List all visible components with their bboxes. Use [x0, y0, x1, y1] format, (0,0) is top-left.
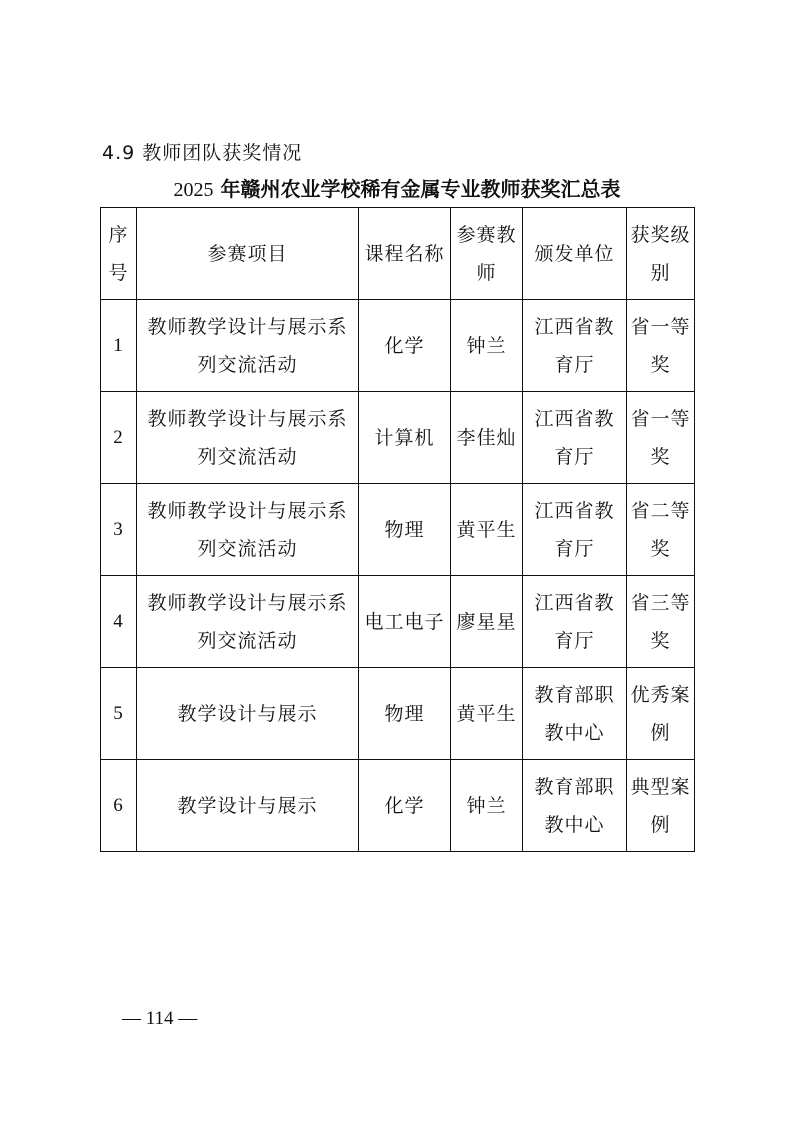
- header-cell-issuer: 颁发单位: [523, 208, 627, 300]
- cell-no: 2: [101, 392, 137, 484]
- cell-course: 物理: [359, 484, 451, 576]
- cell-no: 4: [101, 576, 137, 668]
- cell-issuer: 教育部职教中心: [523, 668, 627, 760]
- cell-no: 1: [101, 300, 137, 392]
- table-row: [101, 484, 695, 576]
- cell-issuer: 江西省教育厅: [523, 392, 627, 484]
- cell-teacher: 钟兰: [451, 300, 523, 392]
- table-row: [101, 392, 695, 484]
- header-cell-level: 获奖级别: [627, 208, 695, 300]
- table-title: [0, 173, 794, 202]
- header-cell-course: 课程名称: [359, 208, 451, 300]
- cell-project: 教师教学设计与展示系列交流活动: [137, 576, 359, 668]
- cell-no: 6: [101, 760, 137, 852]
- cell-level: 省三等奖: [627, 576, 695, 668]
- cell-issuer: 江西省教育厅: [523, 576, 627, 668]
- cell-level: 省一等奖: [627, 300, 695, 392]
- page-number: — 114 —: [122, 1008, 198, 1029]
- cell-teacher: 李佳灿: [451, 392, 523, 484]
- cell-project: 教师教学设计与展示系列交流活动: [137, 392, 359, 484]
- table-header-row: [101, 208, 695, 300]
- cell-no: 5: [101, 668, 137, 760]
- cell-project: 教师教学设计与展示系列交流活动: [137, 300, 359, 392]
- cell-issuer: 江西省教育厅: [523, 300, 627, 392]
- table-row: [101, 760, 695, 852]
- cell-teacher: 钟兰: [451, 760, 523, 852]
- cell-course: 电工电子: [359, 576, 451, 668]
- table-row: [101, 300, 695, 392]
- cell-course: 化学: [359, 300, 451, 392]
- cell-project: 教学设计与展示: [137, 668, 359, 760]
- cell-level: 典型案例: [627, 760, 695, 852]
- cell-course: 化学: [359, 760, 451, 852]
- cell-level: 优秀案例: [627, 668, 695, 760]
- table-title-text: 年赣州农业学校稀有金属专业教师获奖汇总表: [213, 177, 621, 201]
- cell-course: 计算机: [359, 392, 451, 484]
- cell-teacher: 黄平生: [451, 484, 523, 576]
- table-title-year: 2025: [173, 179, 214, 201]
- cell-level: 省二等奖: [627, 484, 695, 576]
- cell-issuer: 教育部职教中心: [523, 760, 627, 852]
- section-heading: 4.9 教师团队获奖情况: [102, 142, 303, 164]
- cell-teacher: 廖星星: [451, 576, 523, 668]
- cell-project: 教学设计与展示: [137, 760, 359, 852]
- cell-course: 物理: [359, 668, 451, 760]
- table-row: [101, 668, 695, 760]
- cell-teacher: 黄平生: [451, 668, 523, 760]
- header-cell-no: 序号: [101, 208, 137, 300]
- header-cell-teacher: 参赛教师: [451, 208, 523, 300]
- table-row: [101, 576, 695, 668]
- cell-no: 3: [101, 484, 137, 576]
- cell-issuer: 江西省教育厅: [523, 484, 627, 576]
- cell-project: 教师教学设计与展示系列交流活动: [137, 484, 359, 576]
- cell-level: 省一等奖: [627, 392, 695, 484]
- awards-table: [100, 207, 695, 852]
- header-cell-project: 参赛项目: [137, 208, 359, 300]
